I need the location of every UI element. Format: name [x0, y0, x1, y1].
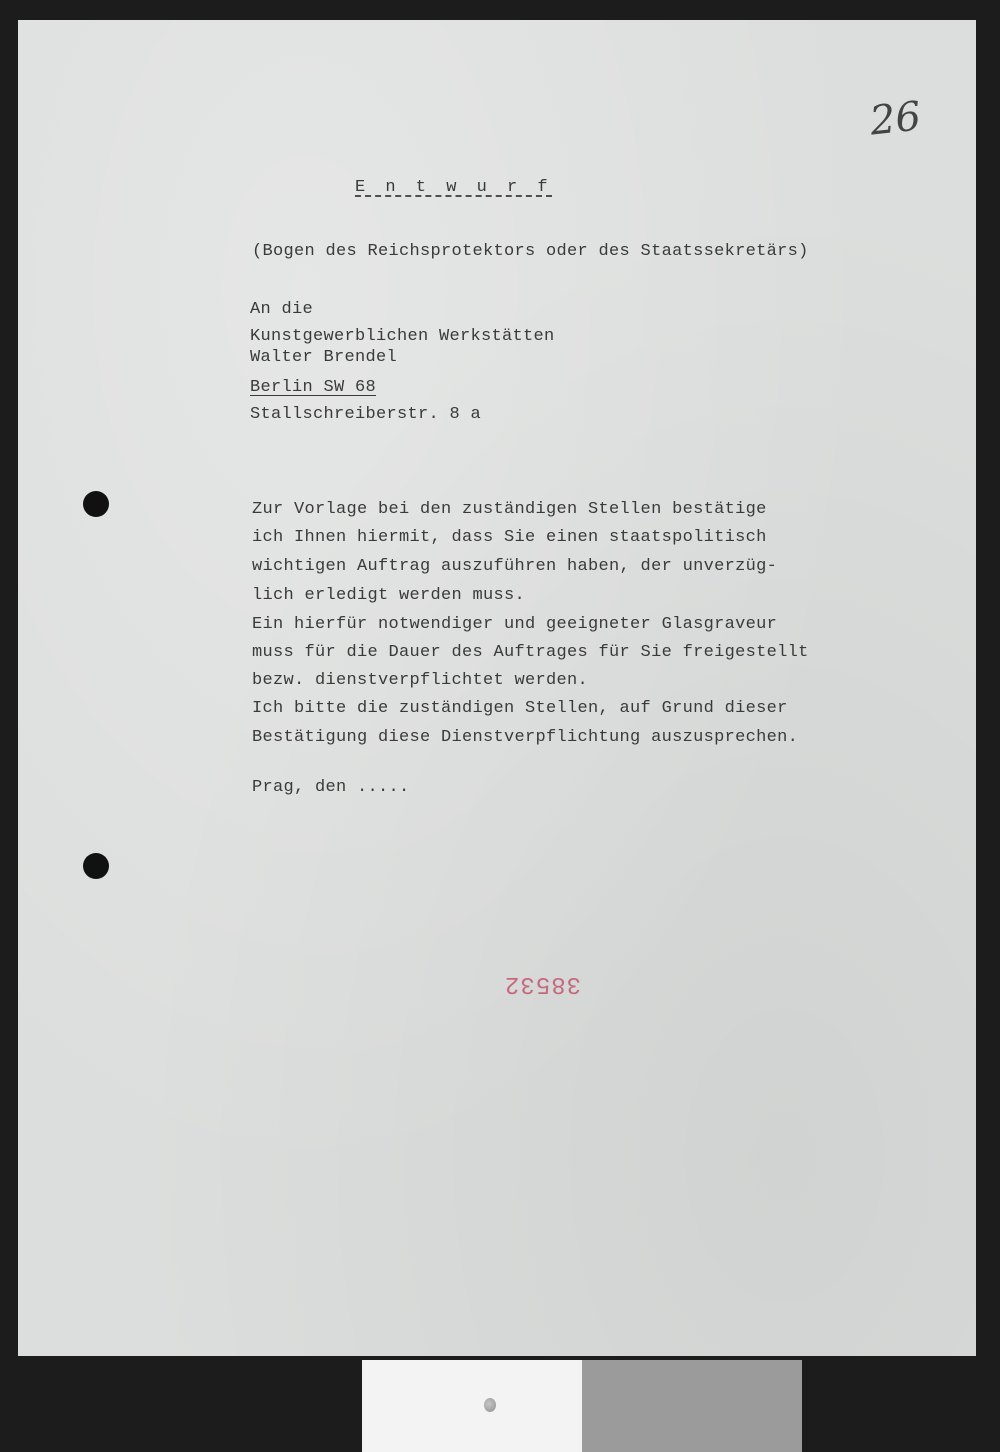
body-line: wichtigen Auftrag auszuführen haben, der unverzüg- — [252, 557, 778, 576]
body-line: Bestätigung diese Dienstverpflichtung auszusprechen. — [252, 728, 799, 747]
punch-hole-bottom — [83, 853, 109, 879]
body-line: Ich bitte die zuständigen Stellen, auf Grund dieser — [252, 699, 788, 718]
scan-calibration-gray — [582, 1360, 802, 1452]
scan-calibration-white — [362, 1360, 582, 1452]
body-line: Ein hierfür notwendiger und geeigneter Glasgraveur — [252, 615, 778, 634]
body-line: ich Ihnen hiermit, dass Sie einen staatspolitisch — [252, 528, 767, 547]
archive-stamp: 38532 — [504, 970, 582, 997]
folio-number: 26 — [867, 93, 924, 145]
address-street: Stallschreiberstr. 8 a — [250, 405, 482, 424]
body-line: muss für die Dauer des Auftrages für Sie freigestellt — [252, 643, 809, 662]
punch-hole-top — [83, 491, 109, 517]
address-city: Berlin SW 68 — [250, 378, 377, 397]
address-salutation: An die — [250, 300, 314, 319]
body-line: bezw. dienstverpflichtet werden. — [252, 671, 589, 690]
closing-place-date: Prag, den ..... — [252, 778, 410, 797]
address-company-line2: Walter Brendel — [250, 348, 398, 367]
document-title: E n t w u r f — [355, 178, 553, 197]
letterhead-note: (Bogen des Reichsprotektors oder des Staatssekretärs) — [252, 242, 809, 261]
address-company-line1: Kunstgewerblichen Werkstätten — [250, 327, 555, 346]
ring-icon — [484, 1398, 496, 1412]
body-line: lich erledigt werden muss. — [252, 586, 526, 605]
body-line: Zur Vorlage bei den zuständigen Stellen bestätige — [252, 500, 767, 519]
